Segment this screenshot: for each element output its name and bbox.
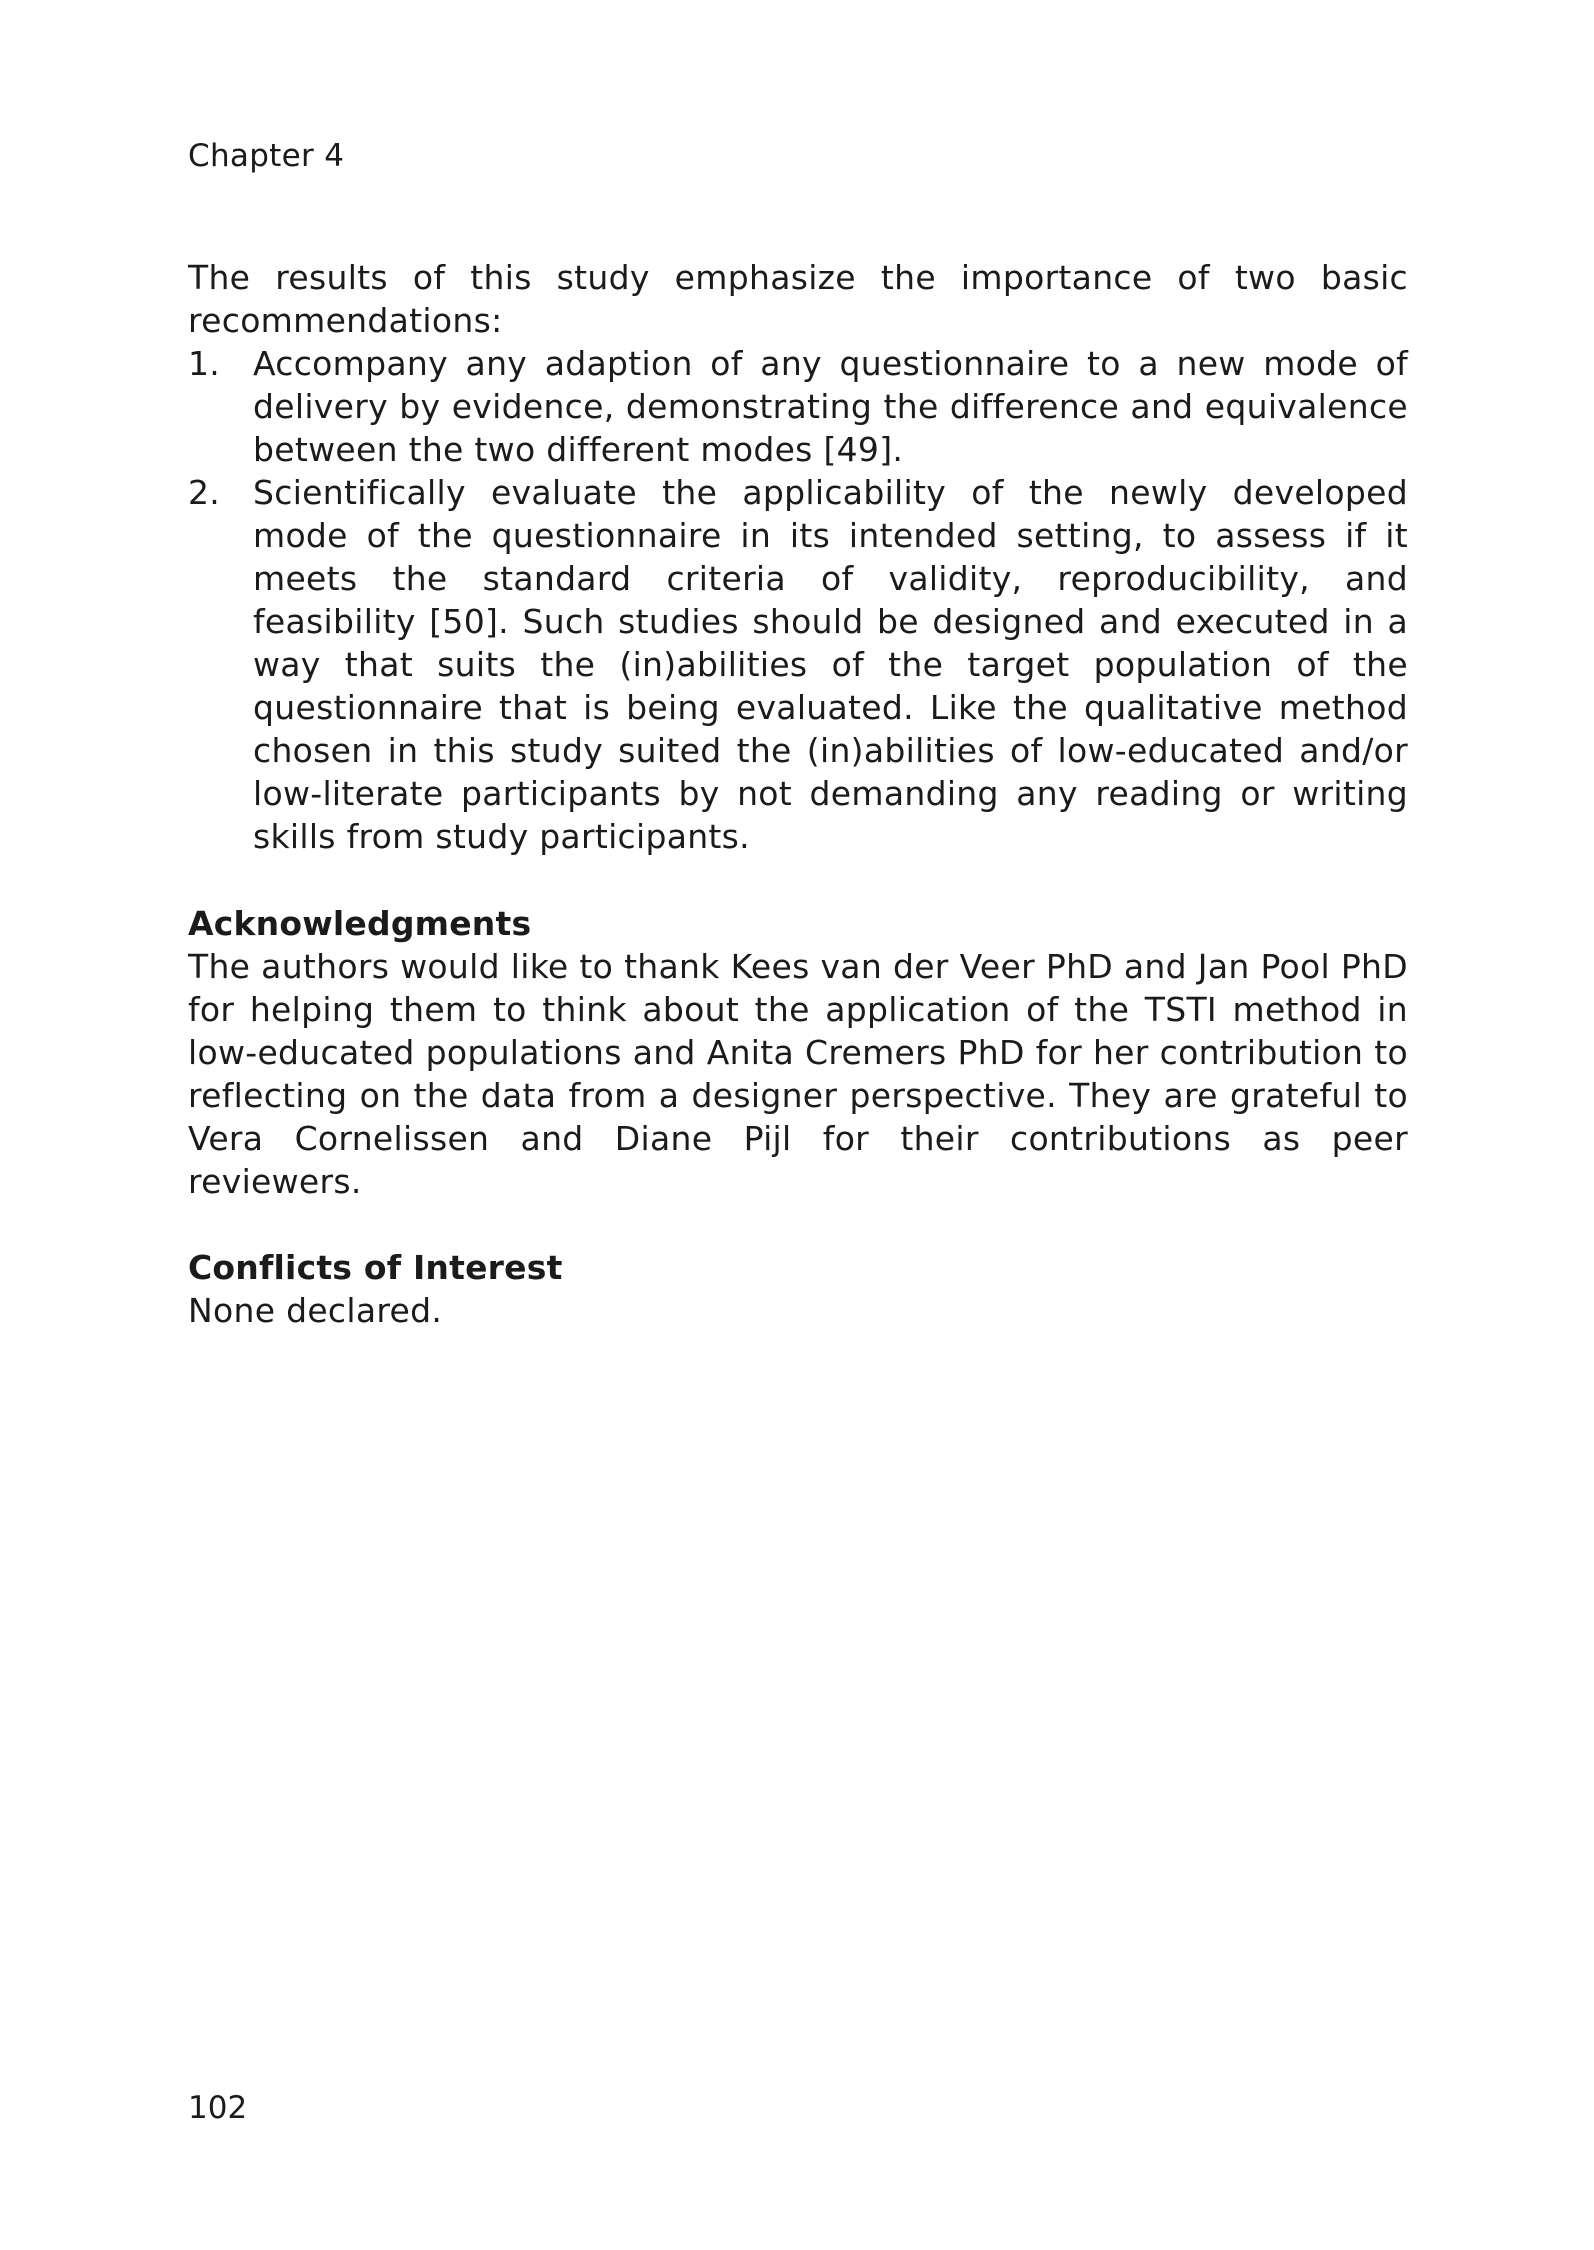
acknowledgments-text: The authors would like to thank Kees van der Veer PhD and Jan Pool PhD for helping them to think about the application of the TSTI method in low-educated populations and Anita Cremers PhD for her contribution to reflecting on the data from a designer perspective. They are grateful to Vera Cornelissen and Diane Pijl for their contributions as peer reviewers. [188,947,1408,1201]
list-item [188,471,1408,858]
list-item [188,342,1408,471]
recommendations-list [188,342,1408,858]
acknowledgments-heading: Acknowledgments [188,904,532,943]
conflicts-heading: Conflicts of Interest [188,1248,563,1287]
list-item-number: 1. [188,344,221,383]
chapter-header: Chapter 4 [188,138,345,174]
conflicts-text: None declared. [188,1291,443,1330]
list-item-text: Accompany any adaption of any questionnaire to a new mode of delivery by evidence, demonstrating the difference and equivalence between the two different modes [49]. [253,344,1408,469]
conflicts-section [188,1246,1408,1332]
acknowledgments-section [188,902,1408,1203]
page-number: 102 [188,2090,248,2126]
intro-paragraph: The results of this study emphasize the importance of two basic recommendations: [188,258,1408,340]
list-item-text: Scientifically evaluate the applicability of the newly developed mode of the questionnaire in its intended setting, to assess if it meets the standard criteria of validity, reproducibility, and feasibility [50]. Such studies should be designed and executed in a way that suits the (in)abilities of the target population of the questionnaire that is being evaluated. Like the qualitative method chosen in this study suited the (in)abilities of low-educated and/or low-literate participants by not demanding any reading or writing skills from study participants. [253,473,1408,856]
list-item-number: 2. [188,473,221,512]
